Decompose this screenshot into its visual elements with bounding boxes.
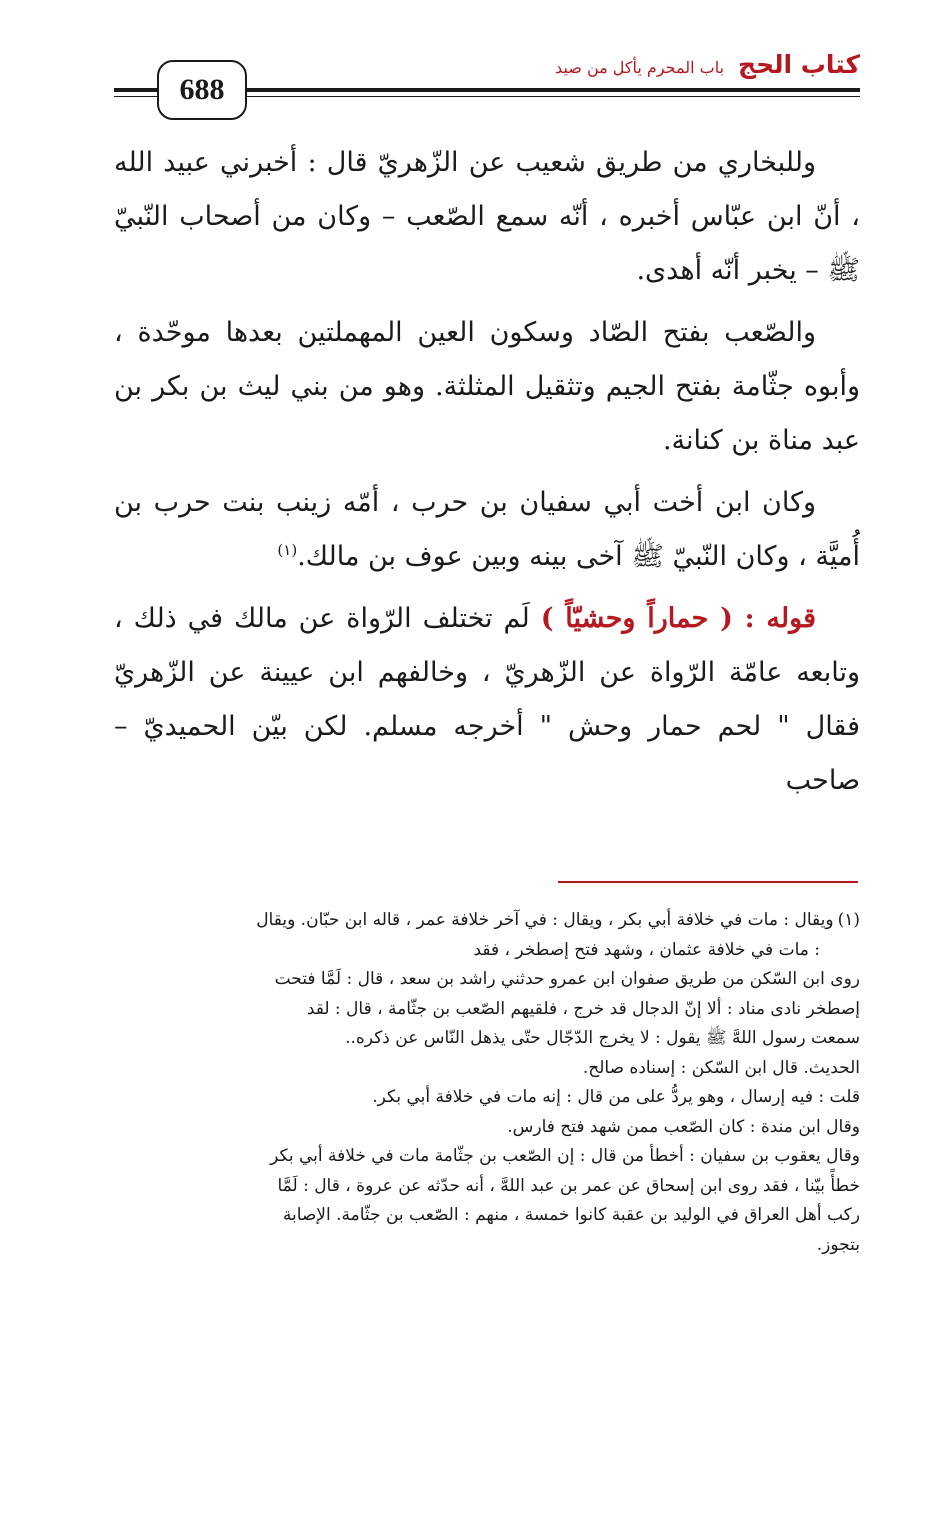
footnote-line: روى ابن السّكن من طريق صفوان ابن عمرو حدثني راشد بن سعد ، قال : لَمَّا فتحت xyxy=(274,969,860,989)
footnotes xyxy=(114,906,860,1260)
footnote-separator xyxy=(558,881,858,883)
paragraph-1: وللبخاري من طريق شعيب عن الزّهريّ قال : أخبرني عبيد الله ، أنّ ابن عبّاس أخبره ، أنّه سمع الصّعب – وكان من أصحاب النّبيّ ﷺ – يخبر أنّه أهدى. xyxy=(114,147,860,286)
footnote-line: ركب أهل العراق في الوليد بن عقبة كانوا خمسة ، منهم : الصّعب بن جثّامة. الإصابة xyxy=(282,1205,860,1225)
paragraph-3-text: وكان ابن أخت أبي سفيان بن حرب ، أمّه زينب بنت حرب بن أُميَّة ، وكان النّبيّ ﷺ آخى بينه وبين عوف بن مالك. xyxy=(114,487,860,572)
footnote-line: وقال يعقوب بن سفيان : أخطأ من قال : إن الصّعب بن جثّامة مات في خلافة أبي بكر xyxy=(270,1146,860,1166)
footnote-line: وقال ابن مندة : كان الصّعب ممن شهد فتح فارس. xyxy=(507,1116,860,1137)
paragraph-4 xyxy=(114,592,860,808)
footnote-first-line xyxy=(114,906,860,936)
chapter-title: باب المحرم يأكل من صيد xyxy=(555,58,725,77)
footnote-line: ويقال : مات في خلافة أبي بكر ، ويقال : في آخر خلافة عمر ، قاله ابن حبّان. ويقال xyxy=(256,910,834,930)
running-head xyxy=(555,50,860,86)
footnote-line: سمعت رسول اللهَّ ﷺ يقول : لا يخرج الدّجّال حتّى يذهل النّاس عن ذكره.. xyxy=(345,1028,860,1048)
footnote-line: : مات في خلافة عثمان ، وشهد فتح إصطخر ، فقد xyxy=(473,939,820,960)
quoted-phrase-lead: قوله : ( حماراً وحشيّاً ) xyxy=(540,603,816,634)
footnote-line: الحديث. قال ابن السّكن : إسناده صالح. xyxy=(582,1057,860,1078)
page-header xyxy=(114,46,860,124)
paragraph-4-text: لَم تختلف الرّواة عن مالك في ذلك ، وتابعه عامّة الرّواة عن الزّهريّ ، وخالفهم ابن عيينة عن الزّهريّ فقال " لحم حمار وحش " أخرجه مسلم. لكن بيّن الحميديّ – صاحب xyxy=(114,603,860,796)
book-title: كتاب الحج xyxy=(738,50,860,79)
footnote-line: خطأً بيّنا ، فقد روى ابن إسحاق عن عمر بن عبد اللهَّ ، أنه حدّثه عن عروة ، قال : لَمَّا xyxy=(277,1175,860,1196)
main-text xyxy=(114,136,860,808)
footnote-number: (١) xyxy=(837,910,860,930)
footnote-line: إصطخر نادى مناد : ألا إنّ الدجال قد خرج ، فلقيهم الصّعب بن جثّامة ، قال : لقد xyxy=(306,998,860,1019)
page-number: 688 xyxy=(179,73,225,106)
paragraph-3 xyxy=(114,476,860,584)
paragraph-2: والصّعب بفتح الصّاد وسكون العين المهملتين بعدها موحّدة ، وأبوه جثّامة بفتح الجيم وتثقيل المثلثة. وهو من بني ليث بن بكر بن عبد مناة بن كنانة. xyxy=(114,317,860,456)
footnote-line: بتجوز. xyxy=(816,1234,860,1255)
footnote-line: قلت : فيه إرسال ، وهو يردُّ على من قال : إنه مات في خلافة أبي بكر. xyxy=(372,1087,860,1107)
footnote-reference[interactable]: (١) xyxy=(277,541,298,559)
page-number-box xyxy=(157,60,247,120)
